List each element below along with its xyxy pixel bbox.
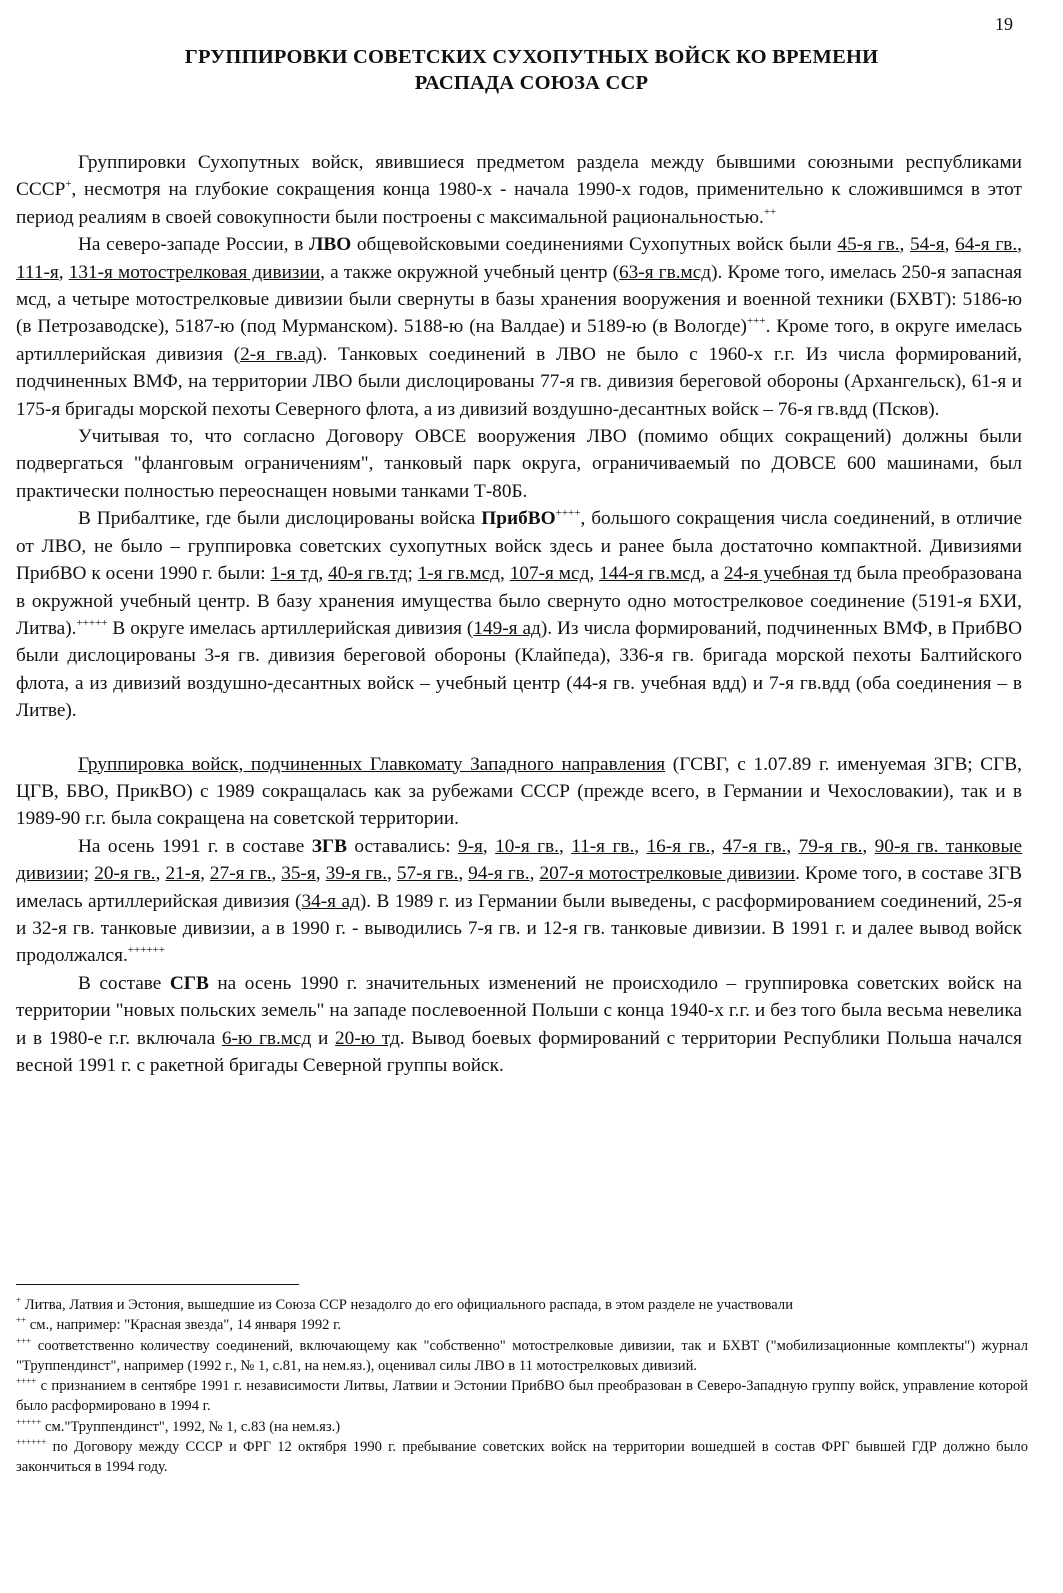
division-link: 35-я	[281, 863, 316, 885]
paragraph-intro: Группировки Сухопутных войск, явившиеся предметом раздела между бывшими союзными республиками СССР+, несмотря на глубокие сокращения конца 1980-х - начала 1990-х годов, применительно к сложившимся в этот период реалиям в своей совокупности были построены с максимальной рациональностью.++	[16, 152, 1022, 228]
footnote-mark: ++++++	[16, 1437, 47, 1448]
division-link: 149-я ад	[473, 617, 541, 639]
division-link: 11-я гв.	[571, 835, 635, 857]
division-link: 94-я гв.	[468, 863, 530, 885]
paragraph-ovse: Учитывая то, что согласно Договору ОВСЕ вооружения ЛВО (помимо общих сокращений) должны были подвергаться "фланговым ограничениям", танковый парк округа, ограничиваемый по ДОВСЕ 600 машинами, был практически полностью переоснащен новыми танками Т-80Б.	[16, 426, 1022, 502]
division-link: 79-я гв.	[798, 835, 863, 857]
division-link: 90-я гв. танковые дивизии;	[16, 835, 1023, 885]
division-link: 9-я	[457, 835, 483, 857]
division-link: 21-я	[165, 863, 201, 885]
footnote-ref: ++++++	[127, 944, 166, 957]
division-link: 207-я мотострелковые дивизии	[539, 863, 796, 885]
page-number: 19	[995, 14, 1013, 34]
division-link: 1-я тд	[270, 563, 319, 585]
division-link: 57-я гв.	[396, 863, 459, 885]
footnote-ref: ++	[763, 205, 777, 218]
footnote-mark: ++++	[16, 1376, 37, 1387]
division-link: 20-я гв.	[94, 863, 156, 885]
paragraph-pribvo: В Прибалтике, где были дислоцированы войска ПрибВО++++, большого сокращения числа соединений, в отличие от ЛВО, не было – группировка советских сухопутных войск здесь и ранее была достаточно компактной. Дивизиями ПрибВО к осени 1990 г. были: 1-я тд, 40-я гв.тд; 1-я гв.мсд, 107-я мсд, 144-я гв.мсд, а 24-я учебная тд была преобразована в окружной учебный центр. В базу хранения имущества было свернуто одно мотострелковое соединение (5191-я БХИ, Литва).+++++ В округе имелась артиллерийская дивизия (149-я ад). Из числа формирований, подчиненных ВМФ, в ПрибВО были дислоцированы 3-я гв. дивизия береговой обороны (Клайпеда), 336-я гв. бригада морской пехоты Балтийского флота, а из дивизий воздушно-десантных войск – учебный центр (44-я гв. учебная вдд) и 7-я гв.вдд (оба соединения – в Литве).	[16, 507, 1023, 722]
paragraph-lvo: На северо-западе России, в ЛВО общевойсковыми соединениями Сухопутных войск были 45-я гв., 54-я, 64-я гв., 111-я, 131-я мотострелковая дивизии, а также окружной учебный центр (63-я гв.мсд). Кроме того, имелась 250-я запасная мсд, а четыре мотострелковые дивизии были свернуты в базы хранения вооружения и военной техники (БХВТ): 5186-ю (в Петрозаводске), 5187-ю (под Мурманском). 5188-ю (на Валдае) и 5189-ю (в Вологде)+++. Кроме того, в округе имелась артиллерийская дивизия (2-я гв.ад). Танковых соединений в ЛВО не было с 1960-х г.г. Из числа формирований, подчиненных ВМФ, на территории ЛВО были дислоцированы 77-я гв. дивизия береговой обороны (Архангельск), 61-я и 175-я бригады морской пехоты Северного флота, а из дивизий воздушно-десантных войск – 76-я гв.вдд (Псков).	[16, 234, 1023, 420]
footnote: ++ см., например: "Красная звезда", 14 января 1992 г.	[16, 1315, 342, 1334]
paragraph-zgv: На осень 1991 г. в составе ЗГВ оставались: 9-я, 10-я гв., 11-я гв., 16-я гв., 47-я гв., 79-я гв., 90-я гв. танковые дивизии; 20-я гв., 21-я, 27-я гв., 35-я, 39-я гв., 57-я гв., 94-я гв., 207-я мотострелковые дивизии. Кроме того, в составе ЗГВ имелась артиллерийская дивизия (34-я ад). В 1989 г. из Германии были выведены, с расформированием соединений, 25-я и 32-я гв. танковые дивизии, а в 1990 г. - выводились 7-я гв. и 12-я гв. танковые дивизии. В 1991 г. и далее вывод войск продолжался.++++++	[16, 835, 1023, 967]
division-link: 1-я гв.мсд	[417, 563, 500, 585]
lvo-term: ЛВО	[309, 234, 352, 256]
division-link: 40-я гв.тд	[328, 563, 408, 585]
section-gap	[16, 725, 1022, 751]
footnote: +++ соответственно количеству соединений, включающему как "собственно" мотострелковые дивизии, так и БХВТ ("мобилизационные комплекты") журнал "Труппендинст", например (1992 г., № 1, с.81, на нем.яз.), оценивал силы ЛВО в 11 мотострелковых дивизий.	[16, 1335, 1028, 1374]
section-heading-link: Группировка войск, подчиненных Главкомату Западного направления	[78, 753, 666, 775]
footnote: ++++++ по Договору между СССР и ФРГ 12 октября 1990 г. пребывание советских войск на территории вошедшей в состав ФРГ бывшей ГДР должно было закончиться в 1994 году.	[16, 1437, 1028, 1476]
footnote-mark: +	[16, 1295, 22, 1305]
division-link: 27-я гв.	[209, 863, 272, 885]
document-body	[16, 149, 1022, 1079]
footnote: + Литва, Латвия и Эстония, вышедшие из Союза ССР незадолго до его официального распада, в этом разделе не участвовали	[16, 1295, 794, 1313]
division-link: 131-я мотострелковая дивизии	[68, 261, 321, 283]
division-link: 64-я гв.	[955, 234, 1018, 256]
title-line-1: ГРУППИРОВКИ СОВЕТСКИХ СУХОПУТНЫХ ВОЙСК КО ВРЕМЕНИ	[184, 46, 879, 68]
division-link: 47-я гв.	[722, 835, 787, 857]
division-link: 107-я мсд	[509, 563, 590, 585]
page-title	[60, 44, 1003, 96]
footnote-divider	[16, 1284, 299, 1285]
division-link: 6-ю гв.мсд	[221, 1027, 312, 1049]
title-line-2: РАСПАДА СОЮЗА ССР	[414, 72, 649, 94]
footnote: +++++ см."Труппендинст", 1992, № 1, с.83 (на нем.яз.)	[16, 1416, 341, 1435]
division-link: 144-я гв.мсд	[599, 563, 701, 585]
division-link: 20-ю тд	[335, 1027, 400, 1049]
division-link: 39-я гв.	[325, 863, 388, 885]
zgv-term: ЗГВ	[311, 835, 348, 857]
sgv-term: СГВ	[169, 972, 209, 994]
division-link: 63-я гв.мсд	[619, 261, 712, 283]
footnotes	[16, 1295, 1028, 1478]
footnote-mark: ++	[16, 1315, 27, 1326]
footnote-mark: +++	[16, 1335, 32, 1346]
division-link: 111-я	[16, 261, 59, 283]
paragraph-sgv: В составе СГВ на осень 1990 г. значительных изменений не происходило – группировка советских войск на территории "новых польских земель" на западе послевоенной Польши с конца 1940-х г.г. и без того была весьма невелика и в 1980-е г.г. включала 6-ю гв.мсд и 20-ю тд. Вывод боевых формирований с территории Республики Польша начался весной 1991 г. с ракетной бригады Северной группы войск.	[16, 972, 1022, 1076]
footnote-ref: +++	[746, 315, 766, 328]
division-link: 54-я	[910, 234, 945, 256]
division-link: 10-я гв.	[495, 835, 559, 857]
paragraph-western-direction: Группировка войск, подчиненных Главкомату Западного направления (ГСВГ, с 1.07.89 г. именуемая ЗГВ; СГВ, ЦГВ, БВО, ПрикВО) с 1989 сокращалась как за рубежами СССР (прежде всего, в Германии и Чехословакии), так и в 1989-90 г.г. была сокращена на советской территории.	[16, 753, 1022, 830]
footnote-mark: +++++	[16, 1416, 42, 1427]
pribvo-term: ПрибВО	[481, 508, 556, 530]
division-link: 2-я гв.ад	[240, 343, 317, 365]
footnote-ref: +++++	[76, 616, 108, 629]
division-link: 24-я учебная тд	[723, 563, 852, 585]
footnote: ++++ с признанием в сентябре 1991 г. независимости Литвы, Латвии и Эстонии ПрибВО был преобразован в Северо-Западную группу войск, управление которой было расформировано в 1994 г.	[16, 1376, 1028, 1415]
division-link: 16-я гв.	[646, 835, 711, 857]
division-link: 45-я гв.	[837, 234, 900, 256]
division-link: 34-я ад	[301, 890, 360, 912]
footnote-ref: ++++	[555, 507, 581, 520]
footnote-ref: +	[65, 178, 72, 191]
